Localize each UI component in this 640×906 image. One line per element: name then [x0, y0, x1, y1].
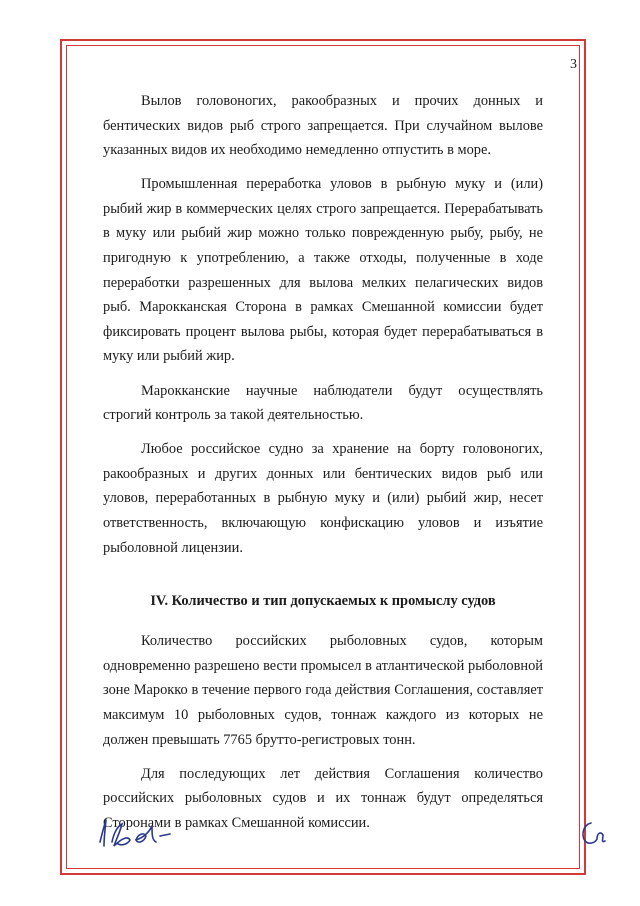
paragraph-liability: Любое российское судно за хранение на борту головоногих, ракообразных и других донных или бентических видов рыб или уловов, переработанных в рыбную муку и (или) рыбий жир, несет ответственность, включающую конфискацию уловов и изъятие рыболовной лицензии.: [103, 441, 543, 556]
section-heading: IV. Количество и тип допускаемых к промыслу судов: [150, 593, 496, 610]
paragraph-scientific-observers: Марокканские научные наблюдатели будут осуществлять строгий контроль за такой деятельностью.: [103, 382, 543, 424]
paragraph-fishmeal-processing: Промышленная переработка уловов в рыбную муку и (или) рыбий жир в коммерческих целях строго запрещается. Перерабатывать в муку или рыбий жир можно только поврежденную рыбу, рыбу, не пригодную к употреблению, а также отходы, полученные в ходе переработки разрешенных для вылова мелких пелагических видов рыб. Марокканская Сторона в рамках Смешанной комиссии будет фиксировать процент вылова рыбы, которая будет перерабатываться в муку или рыбий жир.: [103, 176, 543, 365]
signature-right: [577, 817, 611, 847]
paragraph-vessel-count: Количество российских рыболовных судов, которым одновременно разрешено вести промысел в атлантической рыболовной зоне Марокко в течение первого года действия Соглашения, составляет максимум 10 рыболовных судов, тоннаж каждого из которых не должен превышать 7765 брутто-регистровых тонн.: [103, 633, 543, 748]
page-number: 3: [570, 57, 577, 72]
paragraph-subsequent-years: Для последующих лет действия Соглашения количество российских рыболовных судов и их тоннаж будут определяться Сторонами в рамках Смешанной комиссии.: [103, 765, 543, 831]
document-body: [103, 89, 543, 845]
signature-left: [92, 812, 192, 852]
paragraph-bycatch-ban: Вылов головоногих, ракообразных и прочих донных и бентических видов рыб строго запрещается. При случайном вылове указанных видов их необходимо немедленно отпустить в море.: [103, 93, 543, 159]
